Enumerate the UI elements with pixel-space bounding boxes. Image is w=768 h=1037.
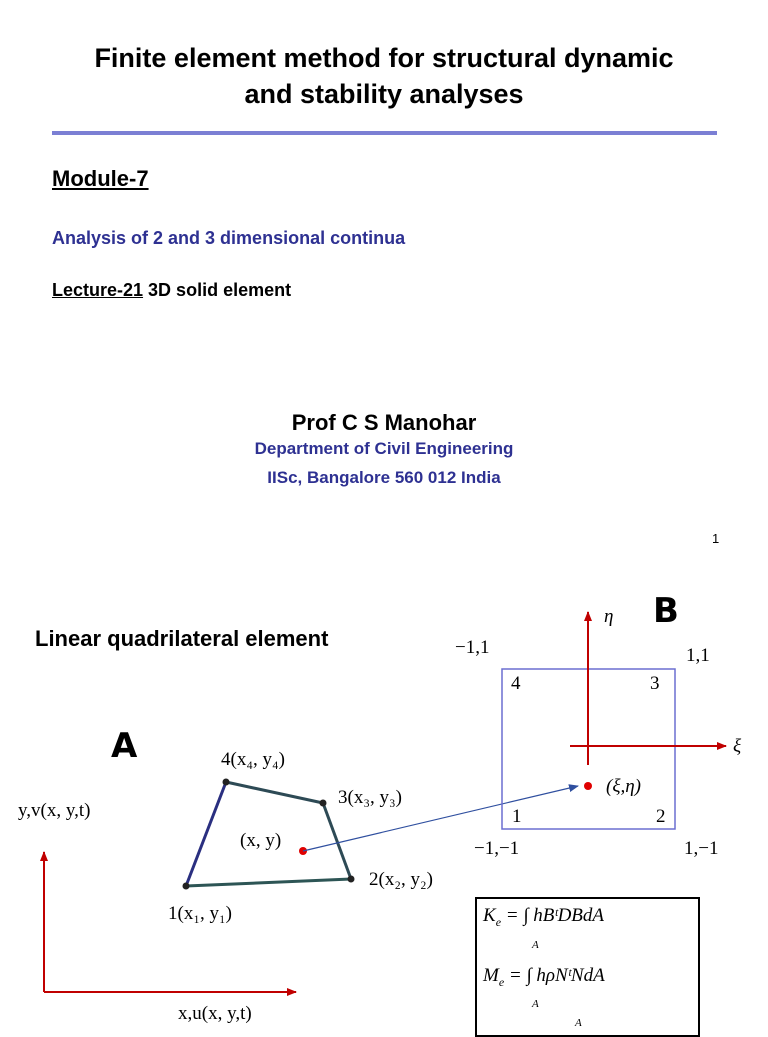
xi-label: ξ — [733, 736, 742, 757]
natural-node-3: 3 — [650, 673, 660, 694]
label-b: B — [653, 591, 679, 631]
node-2-marker — [348, 876, 355, 883]
node-4-marker — [223, 779, 230, 786]
module-label: Module-7 — [52, 166, 149, 191]
lecture-label: Lecture-21 — [52, 280, 144, 300]
corner-top-left: −1,1 — [455, 637, 490, 658]
node-4-label: 4(x₄, y₄) — [221, 749, 285, 770]
title-line-2: and stability analyses — [244, 79, 524, 109]
element-edge-2-1 — [186, 879, 351, 886]
title-line-1: Finite element method for structural dynamic — [94, 43, 674, 73]
label-a: A — [111, 726, 138, 766]
natural-point-label: (ξ,η) — [606, 776, 641, 797]
mass-integral-limit: A — [532, 998, 539, 1010]
natural-node-1: 1 — [512, 806, 522, 827]
node-3-label: 3(x₃, y₃) — [338, 787, 402, 808]
node-1-marker — [183, 883, 190, 890]
node-1-label: 1(x₁, y₁) — [168, 903, 232, 924]
corner-bottom-left: −1,−1 — [474, 838, 520, 859]
element-edge-1-4 — [186, 782, 226, 886]
physical-point-label: (x, y) — [240, 830, 282, 851]
eta-label: η — [604, 606, 614, 627]
natural-node-2: 2 — [656, 806, 666, 827]
stiffness-integral-limit: A — [532, 939, 539, 951]
physical-x-label: x,u(x, y,t) — [178, 1003, 252, 1024]
node-2-label: 2(x₂, y₂) — [369, 869, 433, 890]
trailing-integral-limit: A — [575, 1017, 582, 1029]
node-3-marker — [320, 800, 327, 807]
physical-y-label: y,v(x, y,t) — [18, 800, 91, 821]
module-subtitle: Analysis of 2 and 3 dimensional continua — [52, 228, 406, 248]
institution: IISc, Bangalore 560 012 India — [267, 468, 501, 487]
corner-top-right: 1,1 — [686, 645, 710, 666]
equations-box — [475, 897, 700, 1037]
author-name: Prof C S Manohar — [291, 410, 477, 435]
corner-bottom-right: 1,−1 — [684, 838, 719, 859]
natural-point-marker — [584, 782, 592, 790]
department: Department of Civil Engineering — [254, 439, 514, 458]
element-edge-4-3 — [226, 782, 323, 803]
stiffness-equation: $K_e$ = ∫ hBᵗDBdA — [483, 905, 605, 929]
natural-node-4: 4 — [511, 673, 521, 694]
lecture-topic: 3D solid element — [143, 280, 292, 300]
slide2-title: Linear quadrilateral element — [35, 626, 329, 651]
mass-equation: $M_e$ = ∫ hρNᵗNdA — [483, 965, 605, 989]
page-number: 1 — [712, 531, 720, 546]
